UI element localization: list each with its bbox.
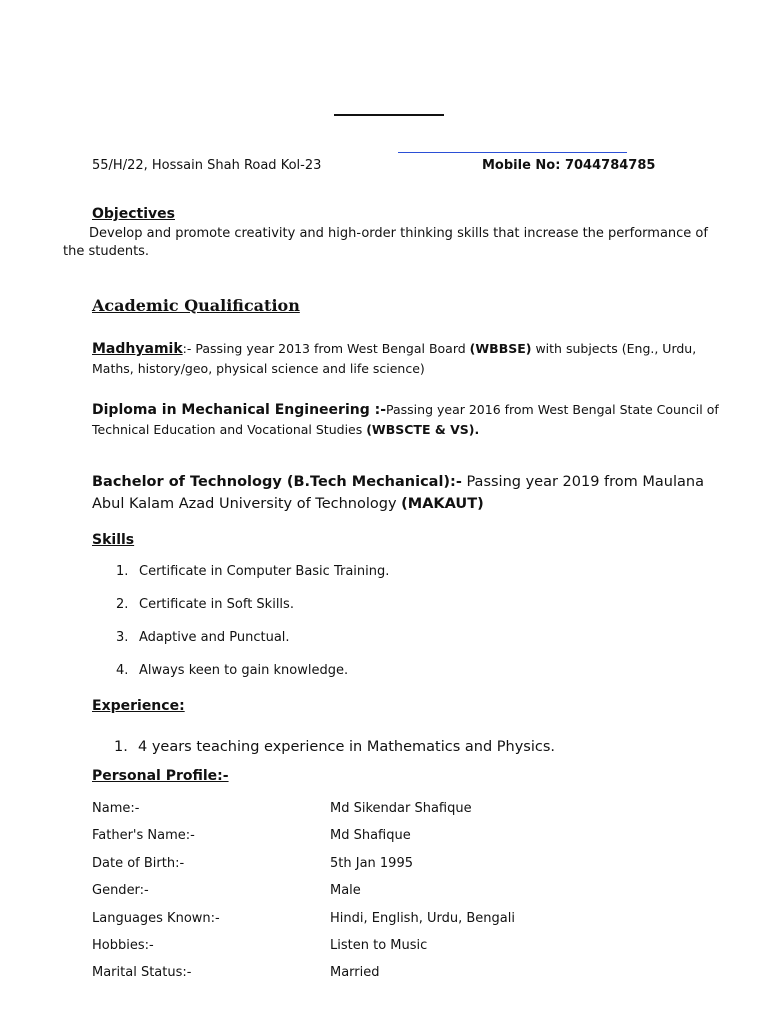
profile-label: Date of Birth:- — [92, 855, 185, 871]
list-text: Adaptive and Punctual. — [139, 630, 290, 645]
profile-value: Male — [330, 883, 361, 899]
experience-item — [114, 739, 555, 755]
list-item — [92, 663, 389, 696]
list-item — [92, 630, 389, 663]
qualification-diploma — [92, 400, 722, 439]
profile-row — [92, 911, 652, 938]
profile-row — [92, 828, 652, 855]
mobile-number: Mobile No: 7044784785 — [482, 158, 656, 173]
academic-heading: Academic Qualification — [92, 296, 300, 315]
profile-value: 5th Jan 1995 — [330, 855, 413, 871]
profile-value: Md Shafique — [330, 828, 411, 844]
skills-heading: Skills — [92, 532, 135, 548]
qualification-board: (WBSCTE & VS). — [366, 422, 480, 437]
qualification-title: Bachelor of Technology (B.Tech Mechanical):- — [92, 474, 462, 490]
profile-table — [92, 801, 652, 993]
qualification-text: Passing year 2013 from West Bengal Board — [191, 341, 470, 356]
list-text: Certificate in Computer Basic Training. — [139, 564, 390, 579]
qualification-btech — [92, 471, 722, 515]
profile-value: Married — [330, 965, 380, 981]
qualification-title: Madhyamik — [92, 341, 183, 357]
objectives-heading: Objectives — [92, 206, 175, 222]
profile-label: Father's Name:- — [92, 828, 195, 844]
profile-row — [92, 856, 652, 883]
qualification-madhyamik — [92, 339, 722, 378]
list-number: 1. — [114, 739, 128, 755]
profile-label: Languages Known:- — [92, 910, 220, 926]
profile-value: Listen to Music — [330, 937, 428, 953]
address: 55/H/22, Hossain Shah Road Kol-23 — [92, 158, 322, 173]
list-number: 2. — [116, 597, 129, 612]
qualification-board: (MAKAUT) — [401, 496, 484, 512]
profile-value: Md Sikendar Shafique — [330, 801, 472, 816]
profile-row — [92, 883, 652, 910]
list-number: 1. — [116, 564, 129, 579]
qualification-separator: :- — [182, 341, 192, 356]
profile-label: Name:- — [92, 801, 140, 816]
profile-label: Hobbies:- — [92, 937, 154, 953]
qualification-text: Passing year 2019 from Maulana Abul Kalam Azad University of Technology — [92, 474, 704, 512]
profile-row — [92, 801, 652, 828]
profile-label: Marital Status:- — [92, 965, 192, 981]
profile-row — [92, 938, 652, 965]
list-number: 4. — [116, 663, 129, 678]
list-number: 3. — [116, 630, 129, 645]
list-item — [92, 564, 389, 597]
email-link-underline — [398, 152, 627, 153]
profile-label: Gender:- — [92, 883, 149, 899]
qualification-title: Diploma in Mechanical Engineering :- — [92, 402, 387, 418]
qualification-board: (WBBSE) — [469, 341, 532, 356]
list-text: 4 years teaching experience in Mathematics and Physics. — [138, 739, 556, 755]
profile-value: Hindi, English, Urdu, Bengali — [330, 910, 515, 926]
list-text: Always keen to gain knowledge. — [139, 663, 349, 678]
profile-row — [92, 965, 652, 992]
profile-heading: Personal Profile:- — [92, 768, 229, 784]
qualification-tail: with subjects (Eng., Urdu, Maths, history/geo, physical science and life science) — [92, 341, 697, 376]
title-underline — [334, 114, 444, 116]
list-item — [92, 597, 389, 630]
skills-list — [92, 564, 389, 696]
objectives-text: Develop and promote creativity and high-order thinking skills that increase the performance of the students. — [63, 226, 708, 259]
qualification-text: Passing year 2016 from West Bengal State Council of Technical Education and Vocational Studies — [92, 402, 719, 437]
experience-heading: Experience: — [92, 698, 185, 714]
list-text: Certificate in Soft Skills. — [139, 597, 294, 612]
